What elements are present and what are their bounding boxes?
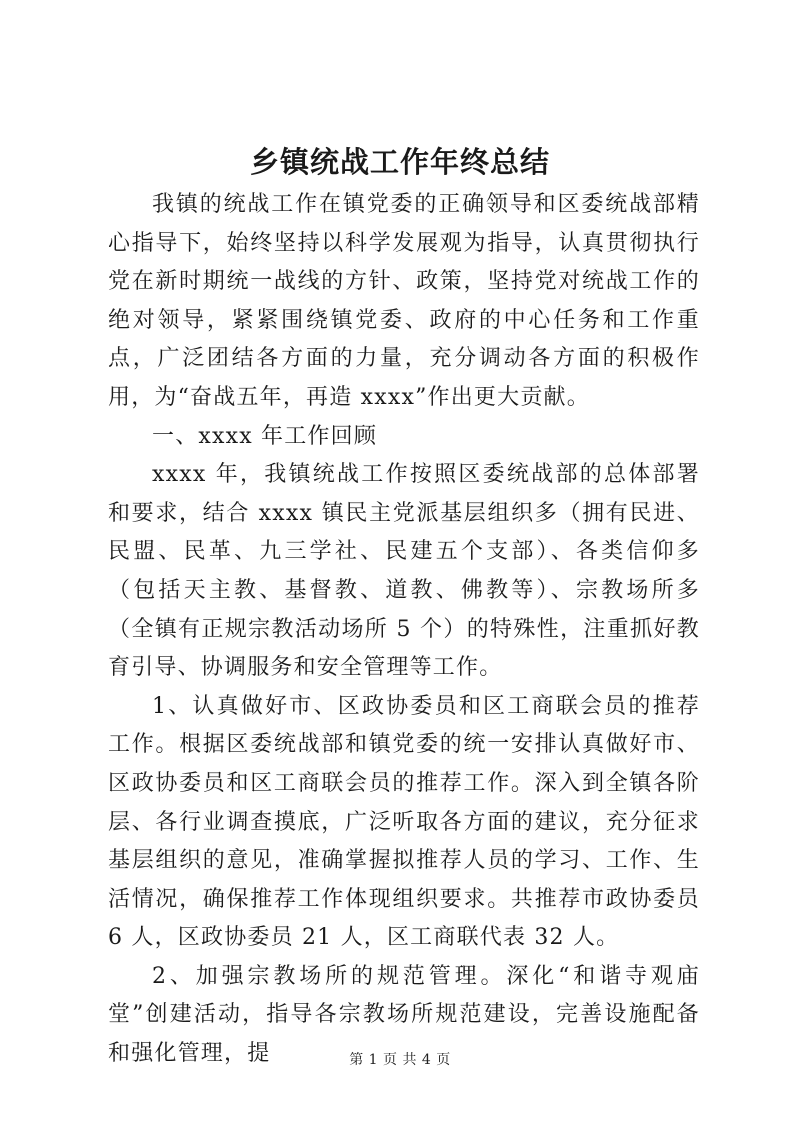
paragraph-intro: 我镇的统战工作在镇党委的正确领导和区委统战部精心指导下，始终坚持以科学发展观为指导，认真贯彻执行党在新时期统一战线的方针、政策，坚持党对统战工作的绝对领导，紧紧围绕镇党委、政府的中心任务和工作重点，广泛团结各方面的力量，充分调动各方面的积极作用，为“奋战五年，再造 xxxx”作出更大贡献。 [108, 192, 700, 410]
section-heading-review: 一、xxxx 年工作回顾 [152, 423, 378, 449]
paragraph-item-1: 1、认真做好市、区政协委员和区工商联会员的推荐工作。根据区委统战部和镇党委的统一安排认真做好市、区政协委员和区工商联会员的推荐工作。深入到全镇各阶层、各行业调查摸底，广泛听取各方面的建议，充分征求基层组织的意见，准确掌握拟推荐人员的学习、工作、生活情况，确保推荐工作体现组织要求。共推荐市政协委员 6 人，区政协委员 21 人，区工商联代表 32 人。 [108, 693, 700, 951]
page-number-footer: 第 1 页 共 4 页 [349, 1052, 451, 1068]
paragraph-overview: xxxx 年，我镇统战工作按照区委统战部的总体部署和要求，结合 xxxx 镇民主党派基层组织多（拥有民进、民盟、民革、九三学社、民建五个支部）、各类信仰多（包括天主教、基督教、道教、佛教等）、宗教场所多（全镇有正规宗教活动场所 5 个）的特殊性，注重抓好教育引导、协调服务和安全管理等工作。 [108, 462, 700, 681]
paragraph-item-2: 2、加强宗教场所的规范管理。深化“和谐寺观庙堂”创建活动，指导各宗教场所规范建设，完善设施配备和强化管理，提 [108, 963, 700, 1067]
document-title: 乡镇统战工作年终总结 [249, 145, 550, 179]
document-body [108, 186, 700, 1074]
